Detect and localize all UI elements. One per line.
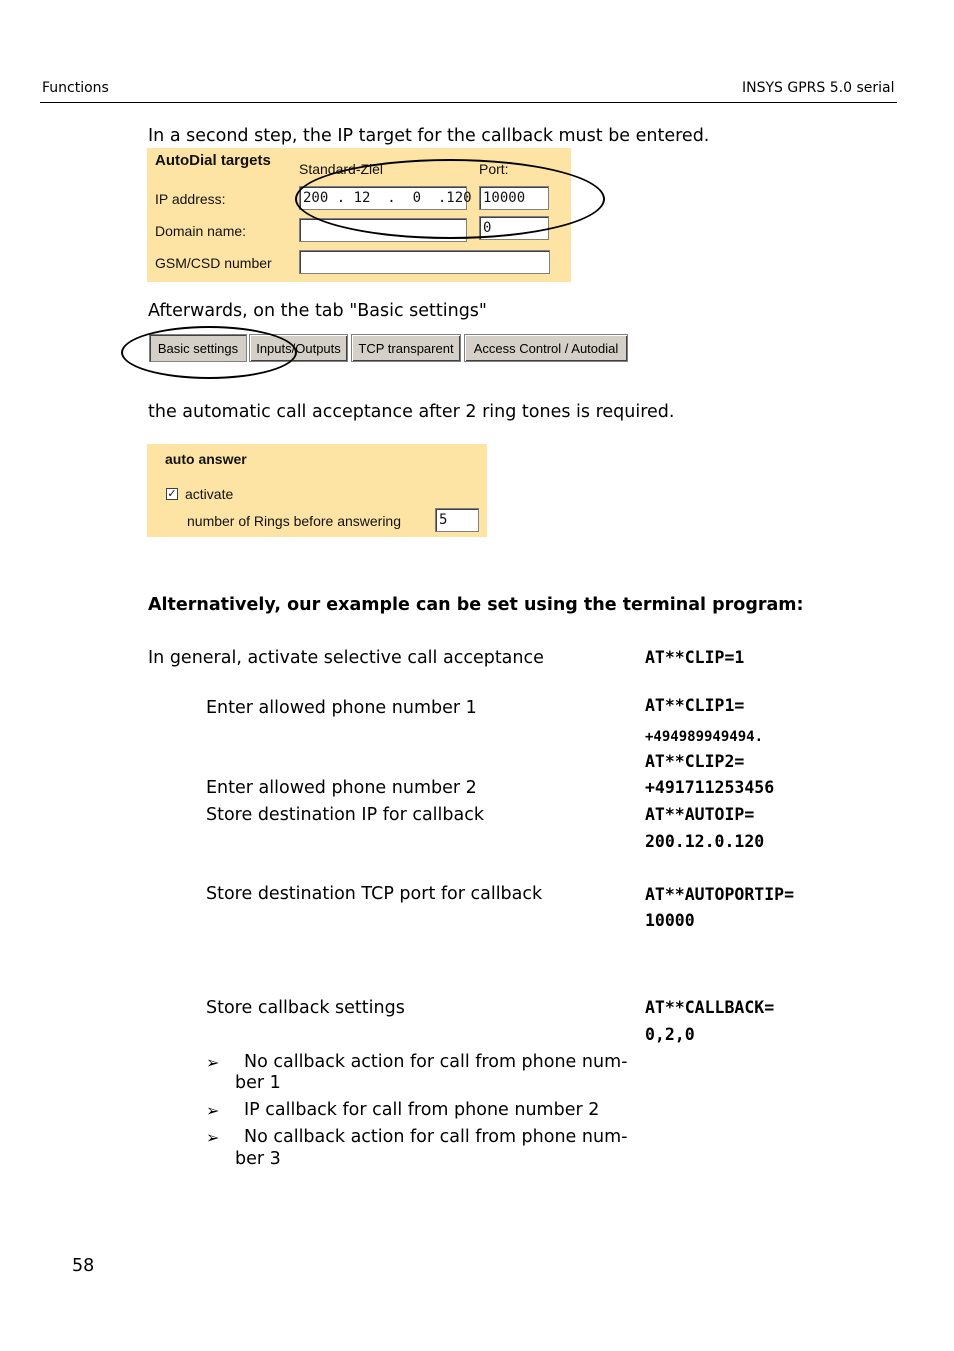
ip-port-input[interactable]: 10000 [479,186,549,210]
activate-checkbox[interactable]: ✓ [167,488,177,500]
arrow-bullet-icon: ➢ [206,1053,220,1072]
cmd-clip1: AT**CLIP1= [645,696,745,715]
cmd-autoip-value: 200.12.0.120 [645,832,765,851]
cmd-clip1-value: +494989949494. [645,729,764,745]
header-left: Functions [42,80,109,96]
bullet1-line1: No callback action for call from phone num- [244,1052,628,1072]
rings-input[interactable]: 5 [435,508,479,532]
cmd-autoport-value: 10000 [645,911,695,930]
activate-label: activate [185,486,234,502]
text-phone2: Enter allowed phone number 2 [206,778,477,798]
highlight-ellipse [295,159,605,239]
gsm-number-label: GSM/CSD number [155,255,272,271]
col-port-label: Port: [479,161,509,177]
intro-auto-requirement: the automatic call acceptance after 2 ring tones is required. [148,402,675,422]
cmd-autoip: AT**AUTOIP= [645,805,755,824]
bullet1-line2: ber 1 [235,1073,281,1093]
tab-basic-settings[interactable]: Basic settings [149,334,247,362]
cmd-clip2: AT**CLIP2= [645,752,745,771]
tab-tcp-transparent[interactable]: TCP transparent [351,334,461,362]
arrow-bullet-icon: ➢ [206,1128,220,1147]
text-store-port: Store destination TCP port for callback [206,884,543,904]
col-target-label: Standard-Ziel [299,161,384,177]
bullet3-line1: No callback action for call from phone num- [244,1127,628,1147]
header-right: INSYS GPRS 5.0 serial [742,80,895,96]
text-store-callback: Store callback settings [206,998,405,1018]
text-store-ip: Store destination IP for callback [206,805,484,825]
page-number: 58 [72,1256,95,1276]
tab-highlight-ellipse [121,326,297,379]
autodial-title: AutoDial targets [155,152,271,169]
auto-answer-title: auto answer [165,451,247,467]
bullet3-line2: ber 3 [235,1149,281,1169]
header-rule [40,102,897,103]
rings-label: number of Rings before answering [187,513,402,529]
terminal-heading: Alternatively, our example can be set using the terminal program: [148,595,804,615]
tab-access-control-autodial[interactable]: Access Control / Autodial [464,334,628,362]
text-general: In general, activate selective call acceptance [148,648,544,668]
intro-step2: In a second step, the IP target for the callback must be entered. [148,126,710,146]
ip-address-label: IP address: [155,191,226,207]
cmd-clip2-value: +491711253456 [645,778,775,797]
cmd-autoport: AT**AUTOPORTIP= [645,885,795,904]
cmd-clip: AT**CLIP=1 [645,648,745,667]
auto-answer-panel [147,444,487,537]
arrow-bullet-icon: ➢ [206,1101,220,1120]
cmd-callback: AT**CALLBACK= [645,998,775,1017]
text-phone1: Enter allowed phone number 1 [206,698,477,718]
cmd-callback-value: 0,2,0 [645,1025,695,1044]
domain-port-input[interactable]: 0 [479,216,549,240]
intro-afterwards: Afterwards, on the tab "Basic settings" [148,301,487,321]
domain-name-label: Domain name: [155,223,247,239]
ip-address-input[interactable]: 200 . 12 . 0 .120 [299,186,467,210]
gsm-number-input[interactable] [299,250,550,274]
tab-inputs-outputs[interactable]: Inputs/Outputs [249,334,348,362]
bullet2: IP callback for call from phone number 2 [244,1100,600,1120]
